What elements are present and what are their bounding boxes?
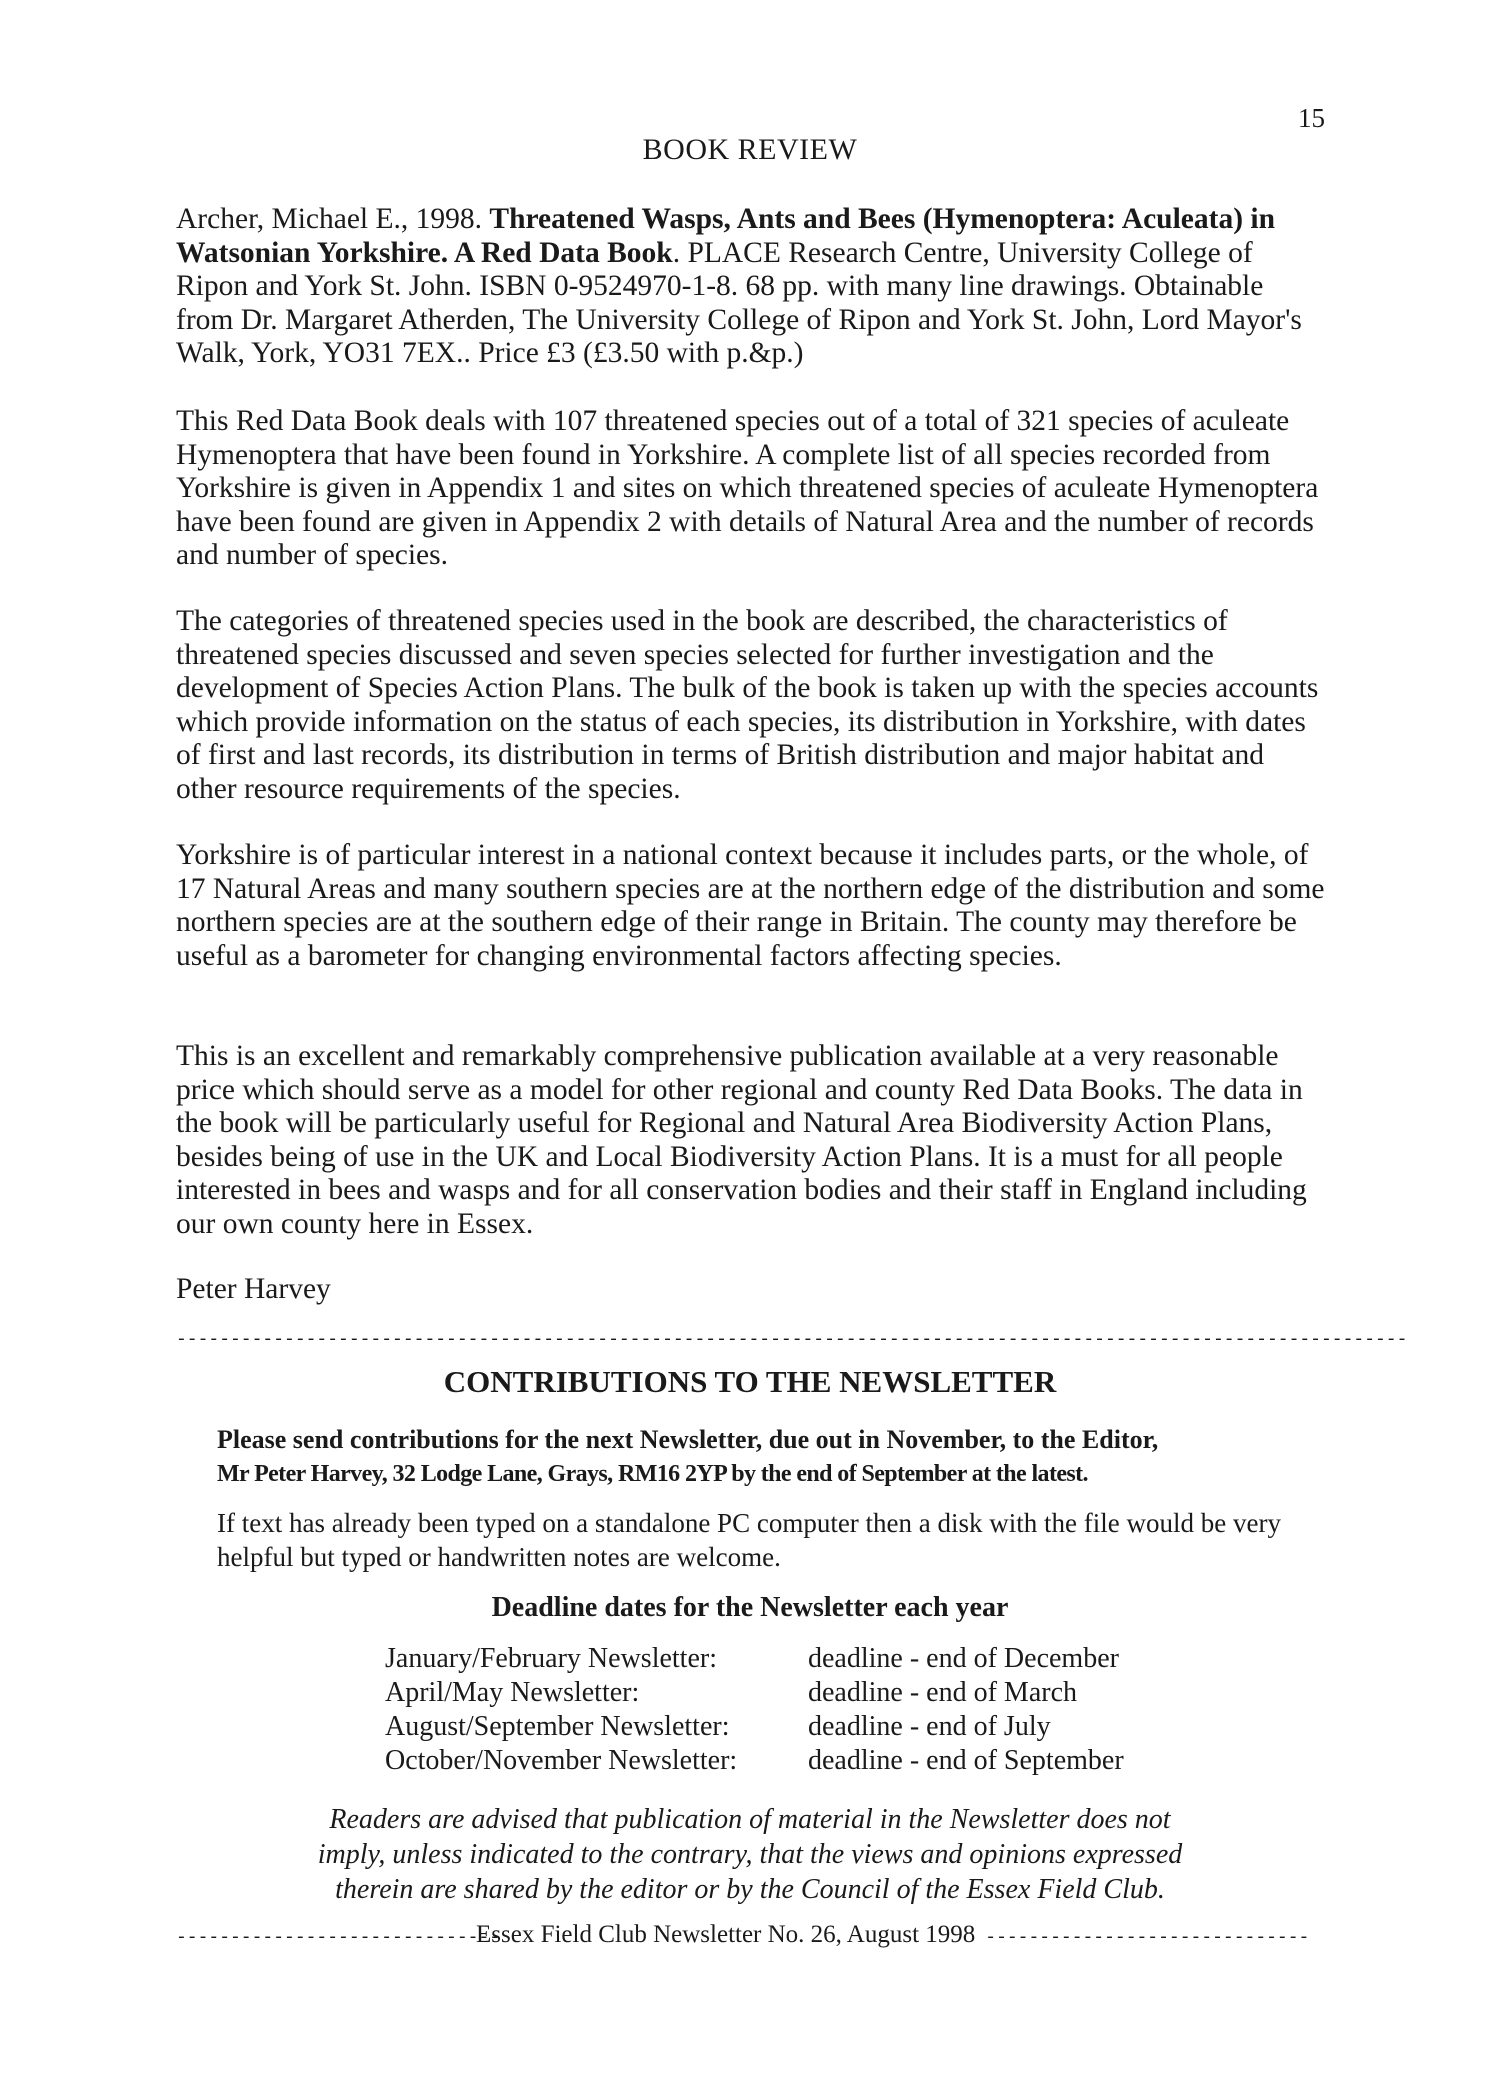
deadline-row — [385, 1710, 1124, 1744]
deadline-date: deadline - end of March — [808, 1677, 1077, 1708]
footer-text: Essex Field Club Newsletter No. 26, August 1998 — [476, 1921, 976, 1948]
reviewer-signature: Peter Harvey — [176, 1273, 331, 1305]
citation-author: Archer, Michael E., 1998. — [176, 203, 490, 235]
page-number: 15 — [1298, 103, 1325, 133]
page-footer — [176, 1921, 1331, 1949]
deadline-row — [385, 1744, 1124, 1778]
section-title: BOOK REVIEW — [642, 133, 858, 166]
editor-address-line: Mr Peter Harvey, 32 Lodge Lane, Grays, RM16 2YP by the end of September at the latest. — [217, 1461, 1088, 1487]
deadline-newsletter: April/May Newsletter: — [385, 1677, 640, 1708]
book-citation — [176, 203, 1326, 371]
disclaimer-line: Readers are advised that publication of material in the Newsletter does not — [329, 1804, 1171, 1835]
deadline-newsletter: August/September Newsletter: — [385, 1711, 730, 1742]
citation-book-title: Threatened Wasps, Ants and Bees (Hymenoptera: Aculeata) in Watsonian Yorkshire. A Red Data Book — [176, 203, 1276, 269]
contributions-note: If text has already been typed on a standalone PC computer then a disk with the file would be very helpful but typed or handwritten notes are welcome. — [217, 1508, 1281, 1572]
contributions-instructions — [217, 1423, 1327, 1491]
editorial-disclaimer — [0, 1802, 1500, 1907]
citation-details: . PLACE Research Centre, University College of Ripon and York St. John. ISBN 0-9524970-1-8. 68 pp. with many line drawings. Obtainable from Dr. Margaret Atherden, The University College of Ripon and York St. John, Lord Mayor's Walk, York, YO31 7EX.. Price £3 (£3.50 with p.&p.) — [176, 236, 1302, 369]
deadline-date: deadline - end of December — [808, 1643, 1119, 1674]
section-divider: ------------------------------------------------------------------------------------------------------------------ — [176, 1330, 1408, 1350]
deadline-newsletter: January/February Newsletter: — [385, 1643, 717, 1674]
deadline-row — [385, 1642, 1124, 1676]
contributions-title: CONTRIBUTIONS TO THE NEWSLETTER — [443, 1364, 1057, 1399]
review-paragraph: The categories of threatened species used in the book are described, the characteristics of threatened species discussed and seven species selected for further investigation and the development of Species Action Plans. The bulk of the book is taken up with the species accounts which provide information on the status of each species, its distribution in Yorkshire, with dates of first and last records, its distribution in terms of British distribution and major habitat and other resource requirements of the species. — [176, 605, 1319, 805]
deadline-row — [385, 1676, 1124, 1710]
deadline-date: deadline - end of July — [808, 1711, 1051, 1742]
disclaimer-line: imply, unless indicated to the contrary, that the views and opinions expressed — [317, 1839, 1183, 1870]
deadline-date: deadline - end of September — [808, 1745, 1124, 1776]
disclaimer-line: therein are shared by the editor or by the Council of the Essex Field Club. — [335, 1874, 1165, 1905]
deadline-table — [385, 1642, 1124, 1778]
deadline-newsletter: October/November Newsletter: — [385, 1745, 738, 1776]
review-paragraph: This is an excellent and remarkably comprehensive publication available at a very reasonable price which should serve as a model for other regional and county Red Data Books. The data in the book will be particularly useful for Regional and Natural Area Biodiversity Action Plans, besides being of use in the UK and Local Biodiversity Action Plans. It is a must for all people interested in bees and wasps and for all conservation bodies and their staff in England including our own county here in Essex. — [176, 1040, 1307, 1240]
footer-dashes-right: ------------------------------ — [985, 1928, 1310, 1948]
deadline-title: Deadline dates for the Newsletter each year — [491, 1592, 1009, 1623]
review-paragraph: Yorkshire is of particular interest in a national context because it includes parts, or the whole, of 17 Natural Areas and many southern species are at the northern edge of the distribution and some northern species are at the southern edge of their range in Britain. The county may therefore be useful as a barometer for changing environmental factors affecting species. — [176, 839, 1325, 972]
review-paragraph: This Red Data Book deals with 107 threatened species out of a total of 321 species of aculeate Hymenoptera that have been found in Yorkshire. A complete list of all species recorded from Yorkshire is given in Appendix 1 and sites on which threatened species of aculeate Hymenoptera have been found are given in Appendix 2 with details of Natural Area and the number of records and number of species. — [176, 405, 1319, 571]
instructions-line: Please send contributions for the next Newsletter, due out in November, to the Editor, — [217, 1425, 1159, 1454]
footer-dashes-left: ------------------------------ — [176, 1928, 501, 1948]
